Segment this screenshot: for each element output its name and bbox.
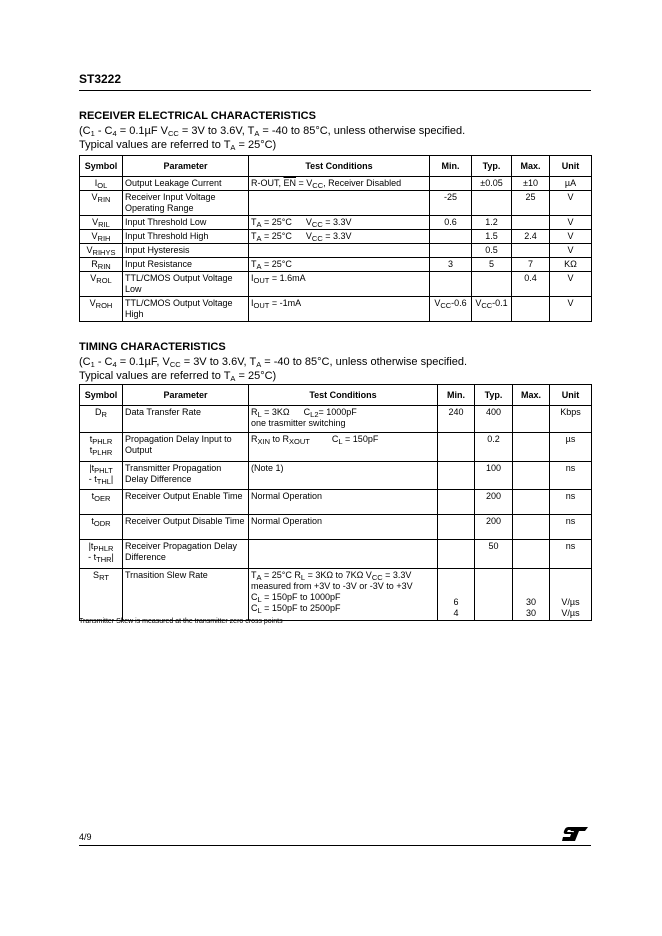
min-cell bbox=[430, 230, 472, 244]
page-number: 4/9 bbox=[79, 832, 92, 842]
col-unit: Unit bbox=[550, 385, 592, 406]
unit-cell: V bbox=[550, 230, 592, 244]
max-cell bbox=[513, 406, 550, 433]
conditions-cell: $I_{OUT} = 1.6mA$ bbox=[249, 272, 430, 297]
min-cell bbox=[438, 462, 475, 490]
conditions-cell: R-OUT, $\overline{EN} = V_{CC}$, Receiver Disabled bbox=[249, 177, 430, 191]
conditions-cell: $T_A = 25^\circ C$ bbox=[249, 258, 430, 272]
table-row bbox=[80, 230, 592, 244]
unit-cell: ns bbox=[550, 515, 592, 540]
footnote: Transmitter Skew is measured at the transmitter zero cross points bbox=[79, 618, 283, 625]
conditions-cell: $T_A = 25^\circ C$ $R_L = 3K\Omega$ to 7KΩ $V_{CC} = 3.3V$ measured from +3V to -3V or -3V to +3V $C_L = 150pF$ to 1000pF $C_L = 150pF$ to 2500pF bbox=[249, 569, 438, 621]
conditions-cell: Normal Operation bbox=[249, 515, 438, 540]
typ-cell: 100 bbox=[475, 462, 513, 490]
unit-cell: KΩ bbox=[550, 258, 592, 272]
timing-characteristics-table bbox=[79, 384, 592, 621]
symbol-cell: $V_{ROL}$ bbox=[80, 272, 123, 297]
min-cell: 0.6 bbox=[430, 216, 472, 230]
parameter-cell: Receiver Output Enable Time bbox=[123, 490, 249, 515]
st-logo-icon bbox=[562, 826, 590, 842]
col-symbol: Symbol bbox=[80, 385, 123, 406]
col-parameter: Parameter bbox=[123, 156, 249, 177]
max-cell: 7 bbox=[512, 258, 550, 272]
typ-cell: 200 bbox=[475, 490, 513, 515]
parameter-cell: Input Threshold High bbox=[123, 230, 249, 244]
typ-cell: 5 bbox=[472, 258, 512, 272]
max-cell: 30 30 bbox=[513, 569, 550, 621]
table-row bbox=[80, 433, 592, 462]
max-cell bbox=[513, 540, 550, 569]
typ-cell: ±0.05 bbox=[472, 177, 512, 191]
parameter-cell: Transmitter Propagation Delay Difference bbox=[123, 462, 249, 490]
parameter-cell: TTL/CMOS Output Voltage Low bbox=[123, 272, 249, 297]
col-min: Min. bbox=[438, 385, 475, 406]
conditions-cell: Normal Operation bbox=[249, 490, 438, 515]
typ-cell bbox=[472, 191, 512, 216]
table-row bbox=[80, 515, 592, 540]
unit-cell: V/µs V/µs bbox=[550, 569, 592, 621]
unit-cell: Kbps bbox=[550, 406, 592, 433]
max-cell: 0.4 bbox=[512, 272, 550, 297]
receiver-characteristics-table bbox=[79, 155, 592, 322]
col-symbol: Symbol bbox=[80, 156, 123, 177]
col-min: Min. bbox=[430, 156, 472, 177]
parameter-cell: Data Transfer Rate bbox=[123, 406, 249, 433]
min-cell bbox=[438, 490, 475, 515]
parameter-cell: Receiver Propagation Delay Difference bbox=[123, 540, 249, 569]
unit-cell: V bbox=[550, 216, 592, 230]
min-cell bbox=[438, 433, 475, 462]
symbol-cell: $V_{RIL}$ bbox=[80, 216, 123, 230]
table-row bbox=[80, 216, 592, 230]
conditions-cell bbox=[249, 191, 430, 216]
conditions-cell bbox=[249, 244, 430, 258]
symbol-cell: $V_{RIH}$ bbox=[80, 230, 123, 244]
conditions-cell: (Note 1) bbox=[249, 462, 438, 490]
parameter-cell: Receiver Output Disable Time bbox=[123, 515, 249, 540]
parameter-cell: Input Hysteresis bbox=[123, 244, 249, 258]
parameter-cell: Receiver Input Voltage Operating Range bbox=[123, 191, 249, 216]
unit-cell: µs bbox=[550, 433, 592, 462]
min-cell: $V_{CC}-0.6$ bbox=[430, 297, 472, 322]
receiver-conditions: ($C_1 - C_4 = 0.1\mu F$ $V_{CC} = 3V$ to 3.6V, $T_A = -40$ to 85°C, unless otherwise specified. bbox=[79, 125, 466, 138]
unit-cell: V bbox=[550, 297, 592, 322]
typ-cell bbox=[472, 272, 512, 297]
symbol-cell: $I_{OL}$ bbox=[80, 177, 123, 191]
min-cell bbox=[438, 540, 475, 569]
conditions-cell bbox=[249, 540, 438, 569]
symbol-cell: $|t_{PHLR}$ - $t_{THR}|$ bbox=[80, 540, 123, 569]
symbol-cell: $t_{ODR}$ bbox=[80, 515, 123, 540]
max-cell bbox=[512, 244, 550, 258]
col-typ: Typ. bbox=[472, 156, 512, 177]
receiver-section-title: RECEIVER ELECTRICAL CHARACTERISTICS bbox=[79, 110, 316, 122]
symbol-cell: $V_{RIN}$ bbox=[80, 191, 123, 216]
parameter-cell: Trnasition Slew Rate bbox=[123, 569, 249, 621]
col-unit: Unit bbox=[550, 156, 592, 177]
conditions-cell: $T_A = 25^\circ C$ $V_{CC} = 3.3V$ bbox=[249, 216, 430, 230]
table-row bbox=[80, 177, 592, 191]
table-row bbox=[80, 540, 592, 569]
typ-cell: 200 bbox=[475, 515, 513, 540]
symbol-cell: $R_{RIN}$ bbox=[80, 258, 123, 272]
unit-cell: V bbox=[550, 244, 592, 258]
parameter-cell: Propagation Delay Input to Output bbox=[123, 433, 249, 462]
min-cell: -25 bbox=[430, 191, 472, 216]
table-row bbox=[80, 569, 592, 621]
min-cell: 240 bbox=[438, 406, 475, 433]
symbol-cell: $t_{PHLR}$ $t_{PLHR}$ bbox=[80, 433, 123, 462]
typ-cell: 0.2 bbox=[475, 433, 513, 462]
typ-cell: 1.5 bbox=[472, 230, 512, 244]
min-cell bbox=[430, 244, 472, 258]
symbol-cell: $D_R$ bbox=[80, 406, 123, 433]
conditions-cell: $R_{XIN}$ to $R_{XOUT}$ $C_L = 150pF$ bbox=[249, 433, 438, 462]
typ-cell bbox=[475, 569, 513, 621]
table-row bbox=[80, 258, 592, 272]
max-cell: ±10 bbox=[512, 177, 550, 191]
unit-cell: V bbox=[550, 191, 592, 216]
max-cell: 2.4 bbox=[512, 230, 550, 244]
min-cell bbox=[430, 177, 472, 191]
max-cell bbox=[513, 462, 550, 490]
typ-cell: $V_{CC}-0.1$ bbox=[472, 297, 512, 322]
header-divider bbox=[79, 90, 591, 91]
max-cell bbox=[512, 216, 550, 230]
min-cell: 6 4 bbox=[438, 569, 475, 621]
unit-cell: V bbox=[550, 272, 592, 297]
unit-cell: ns bbox=[550, 490, 592, 515]
table-row bbox=[80, 490, 592, 515]
parameter-cell: Input Resistance bbox=[123, 258, 249, 272]
conditions-cell: $T_A = 25^\circ C$ $V_{CC} = 3.3V$ bbox=[249, 230, 430, 244]
conditions-cell: $R_L = 3K\Omega$ $C_{L2}= 1000pF$ one trasmitter switching bbox=[249, 406, 438, 433]
max-cell bbox=[513, 433, 550, 462]
parameter-cell: Input Threshold Low bbox=[123, 216, 249, 230]
max-cell bbox=[512, 297, 550, 322]
col-test-conditions: Test Conditions bbox=[249, 385, 438, 406]
min-cell bbox=[438, 515, 475, 540]
table-row bbox=[80, 244, 592, 258]
symbol-cell: $S_{RT}$ bbox=[80, 569, 123, 621]
typ-cell: 1.2 bbox=[472, 216, 512, 230]
typ-cell: 0.5 bbox=[472, 244, 512, 258]
typ-cell: 50 bbox=[475, 540, 513, 569]
receiver-typical-note: Typical values are referred to $T_A = 25^\circ C$) bbox=[79, 139, 277, 152]
table-row bbox=[80, 462, 592, 490]
table-row bbox=[80, 191, 592, 216]
symbol-cell: $V_{RIHYS}$ bbox=[80, 244, 123, 258]
col-typ: Typ. bbox=[475, 385, 513, 406]
table-header-row bbox=[80, 156, 592, 177]
unit-cell: ns bbox=[550, 462, 592, 490]
footer-divider bbox=[79, 845, 591, 846]
parameter-cell: Output Leakage Current bbox=[123, 177, 249, 191]
table-row bbox=[80, 297, 592, 322]
max-cell bbox=[513, 515, 550, 540]
col-test-conditions: Test Conditions bbox=[249, 156, 430, 177]
col-max: Max. bbox=[513, 385, 550, 406]
symbol-cell: $V_{ROH}$ bbox=[80, 297, 123, 322]
typ-cell: 400 bbox=[475, 406, 513, 433]
unit-cell: µA bbox=[550, 177, 592, 191]
symbol-cell: $t_{OER}$ bbox=[80, 490, 123, 515]
min-cell: 3 bbox=[430, 258, 472, 272]
min-cell bbox=[430, 272, 472, 297]
unit-cell: ns bbox=[550, 540, 592, 569]
max-cell bbox=[513, 490, 550, 515]
col-max: Max. bbox=[512, 156, 550, 177]
timing-typical-note: Typical values are referred to $T_A = 25^\circ C$) bbox=[79, 370, 277, 383]
timing-conditions: ($C_1 - C_4 = 0.1\mu F$, $V_{CC} = 3V$ to 3.6V, $T_A = -40$ to 85°C, unless otherwise specified. bbox=[79, 356, 468, 369]
conditions-cell: $I_{OUT} = -1mA$ bbox=[249, 297, 430, 322]
parameter-cell: TTL/CMOS Output Voltage High bbox=[123, 297, 249, 322]
max-cell: 25 bbox=[512, 191, 550, 216]
col-parameter: Parameter bbox=[123, 385, 249, 406]
table-row bbox=[80, 406, 592, 433]
table-row bbox=[80, 272, 592, 297]
timing-section-title: TIMING CHARACTERISTICS bbox=[79, 341, 226, 353]
page-header-part-number: ST3222 bbox=[79, 72, 122, 86]
symbol-cell: $|t_{PHLT}$ - $t_{THL}|$ bbox=[80, 462, 123, 490]
table-header-row bbox=[80, 385, 592, 406]
